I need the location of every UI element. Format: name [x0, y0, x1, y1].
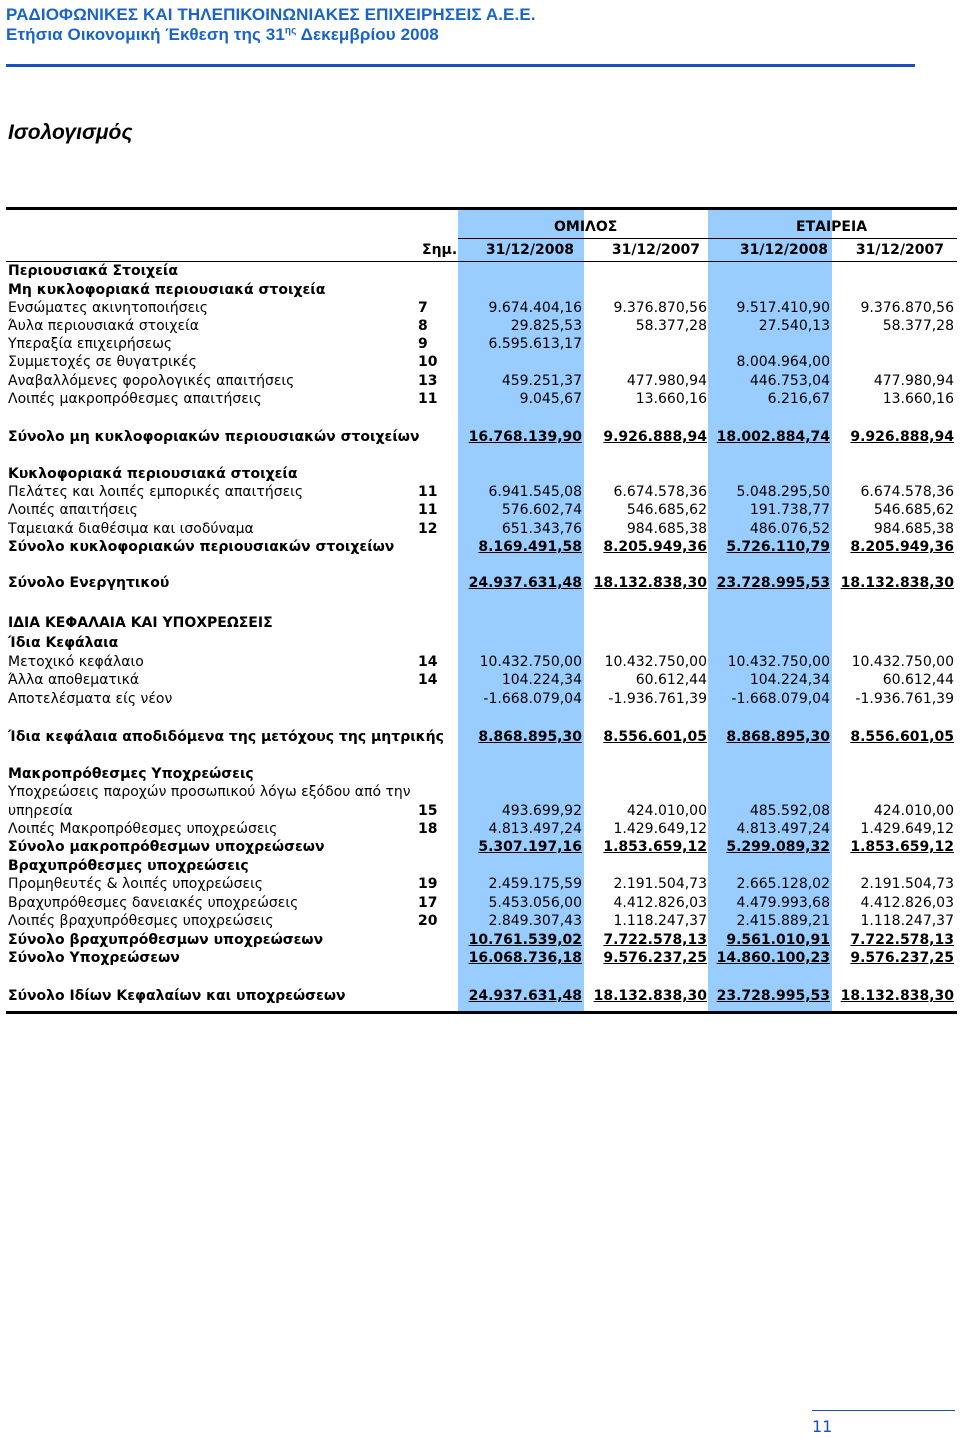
row-value-2: 546.685,62	[626, 502, 707, 518]
row-value-2: 8.556.601,05	[603, 729, 707, 745]
group-header: ΟΜΙΛΟΣ	[554, 219, 618, 235]
table-row	[0, 912, 960, 931]
row-value-1: 576.602,74	[501, 502, 582, 518]
row-label: Περιουσιακά Στοιχεία	[8, 263, 178, 279]
row-value-3: 2.415.889,21	[736, 913, 830, 929]
row-label: Ίδια κεφάλαια αποδιδόμενα της μετόχους της μητρικής	[8, 729, 444, 745]
row-label: Μακροπρόθεσμες Υποχρεώσεις	[8, 766, 254, 782]
row-value-2: 8.205.949,36	[603, 539, 707, 555]
row-value-4: 9.576.237,25	[850, 950, 954, 966]
row-value-2: 1.429.649,12	[613, 821, 707, 837]
table-row	[0, 653, 960, 672]
row-label: Άλλα αποθεματικά	[8, 672, 140, 688]
report-title: Ετήσια Οικονομική Έκθεση της $31^{\eta\varsigma}$ Δεκεμβρίου 2008	[6, 25, 439, 44]
row-value-2: 18.132.838,30	[593, 575, 707, 591]
row-value-3: 486.076,52	[749, 521, 830, 537]
row-value-4: 9.926.888,94	[850, 429, 954, 445]
row-value-2: 6.674.578,36	[613, 484, 707, 500]
row-value-4: 4.412.826,03	[860, 895, 954, 911]
row-value-3: 23.728.995,53	[716, 988, 830, 1004]
row-value-2: 1.118.247,37	[613, 913, 707, 929]
row-value-1: 29.825,53	[510, 318, 582, 334]
table-row	[0, 428, 960, 447]
row-label: Μετοχικό κεφάλαιο	[8, 654, 144, 670]
row-value-1: 8.169.491,58	[478, 539, 582, 555]
date-header-2: 31/12/2007	[611, 242, 700, 258]
table-row	[0, 765, 960, 784]
row-label: ΙΔΙΑ ΚΕΦΑΛΑΙΑ ΚΑΙ ΥΠΟΧΡΕΩΣΕΙΣ	[8, 615, 273, 631]
row-note: 11	[418, 484, 438, 500]
row-value-4: 58.377,28	[882, 318, 954, 334]
row-value-4: 8.556.601,05	[850, 729, 954, 745]
row-value-4: 7.722.578,13	[850, 932, 954, 948]
table-top-rule	[6, 207, 957, 210]
row-label: Λοιπές μακροπρόθεσμες απαιτήσεις	[8, 391, 262, 407]
row-value-4: 18.132.838,30	[840, 575, 954, 591]
row-value-1: 459.251,37	[501, 373, 582, 389]
row-value-4: 1.853.659,12	[850, 839, 954, 855]
row-value-2: 58.377,28	[635, 318, 707, 334]
table-row	[0, 614, 960, 633]
table-row	[0, 728, 960, 747]
row-note: 19	[418, 876, 438, 892]
row-value-4: 9.376.870,56	[860, 300, 954, 316]
table-row	[0, 262, 960, 281]
table-row	[0, 372, 960, 391]
table-bottom-rule	[6, 1011, 957, 1014]
row-value-3: 6.216,67	[767, 391, 830, 407]
date-header-1: 31/12/2008	[485, 242, 574, 258]
row-value-2: 424.010,00	[626, 803, 707, 819]
row-value-2: 13.660,16	[635, 391, 707, 407]
date-header-3: 31/12/2008	[739, 242, 828, 258]
row-value-3: 4.813.497,24	[736, 821, 830, 837]
row-value-3: 5.726.110,79	[726, 539, 830, 555]
row-value-2: 477.980,94	[626, 373, 707, 389]
row-value-3: 104.224,34	[749, 672, 830, 688]
row-value-2: 984.685,38	[626, 521, 707, 537]
table-row	[0, 783, 960, 802]
row-value-3: 10.432.750,00	[727, 654, 830, 670]
row-value-3: 9.517.410,90	[736, 300, 830, 316]
page-number: 11	[812, 1417, 833, 1436]
row-value-3: 2.665.128,02	[736, 876, 830, 892]
row-value-3: 5.299.089,32	[726, 839, 830, 855]
row-value-1: 2.849.307,43	[488, 913, 582, 929]
row-label: Κυκλοφοριακά περιουσιακά στοιχεία	[8, 466, 298, 482]
row-label: Σύνολο Ιδίων Κεφαλαίων και υποχρεώσεων	[8, 988, 346, 1004]
row-value-2: 18.132.838,30	[593, 988, 707, 1004]
table-row	[0, 353, 960, 372]
page-title: Ισολογισμός	[8, 121, 133, 144]
row-label: Αναβαλλόμενες φορολογικές απαιτήσεις	[8, 373, 295, 389]
row-value-4: 6.674.578,36	[860, 484, 954, 500]
row-value-1: 16.768.139,90	[468, 429, 582, 445]
row-value-4: 477.980,94	[873, 373, 954, 389]
row-note: 8	[418, 318, 428, 334]
row-value-1: 6.941.545,08	[488, 484, 582, 500]
row-note: 15	[418, 803, 438, 819]
row-note: 14	[418, 672, 438, 688]
footer-rule	[812, 1410, 955, 1411]
table-row	[0, 317, 960, 336]
table-row	[0, 465, 960, 484]
row-value-1: -1.668.079,04	[483, 691, 582, 707]
row-value-4: 546.685,62	[873, 502, 954, 518]
row-label: Ταμειακά διαθέσιμα και ισοδύναμα	[8, 521, 254, 537]
row-value-2: 1.853.659,12	[603, 839, 707, 855]
table-row	[0, 802, 960, 821]
row-note: 12	[418, 521, 438, 537]
row-note: 13	[418, 373, 438, 389]
row-note: 11	[418, 502, 438, 518]
row-value-1: 2.459.175,59	[488, 876, 582, 892]
row-note: 7	[418, 300, 428, 316]
row-label: Λοιπές Μακροπρόθεσμες υποχρεώσεις	[8, 821, 278, 837]
row-label: υπηρεσία	[8, 803, 73, 819]
table-row	[0, 894, 960, 913]
row-value-2: 7.722.578,13	[603, 932, 707, 948]
table-row	[0, 483, 960, 502]
row-value-2: 60.612,44	[635, 672, 707, 688]
row-label: Υπεραξία επιχειρήσεως	[8, 336, 173, 352]
table-row	[0, 671, 960, 690]
row-value-4: 13.660,16	[882, 391, 954, 407]
table-row	[0, 538, 960, 557]
row-value-3: 27.540,13	[758, 318, 830, 334]
table-row	[0, 820, 960, 839]
row-value-1: 104.224,34	[501, 672, 582, 688]
row-value-1: 10.761.539,02	[468, 932, 582, 948]
row-value-1: 10.432.750,00	[479, 654, 582, 670]
company-header: ΕΤΑΙΡΕΙΑ	[796, 219, 868, 235]
row-label: Λοιπές βραχυπρόθεσμες υποχρεώσεις	[8, 913, 274, 929]
row-label: Σύνολο μη κυκλοφοριακών περιουσιακών στοιχείων	[8, 429, 420, 445]
row-value-4: 60.612,44	[882, 672, 954, 688]
row-label: Άυλα περιουσιακά στοιχεία	[8, 318, 200, 334]
row-value-1: 8.868.895,30	[478, 729, 582, 745]
row-note: 14	[418, 654, 438, 670]
row-value-3: 8.004.964,00	[736, 354, 830, 370]
row-value-3: 446.753,04	[749, 373, 830, 389]
row-note: 11	[418, 391, 438, 407]
row-label: Ίδια Κεφάλαια	[8, 635, 119, 651]
row-label: Λοιπές απαιτήσεις	[8, 502, 138, 518]
row-label: Σύνολο βραχυπρόθεσμων υποχρεώσεων	[8, 932, 324, 948]
row-value-1: 24.937.631,48	[468, 988, 582, 1004]
row-label: Προμηθευτές & λοιπές υποχρεώσεις	[8, 876, 264, 892]
table-head-rule	[458, 238, 957, 239]
row-value-2: 9.926.888,94	[603, 429, 707, 445]
row-value-3: 5.048.295,50	[736, 484, 830, 500]
row-label: Βραχυπρόθεσμες υποχρεώσεις	[8, 858, 249, 874]
row-value-2: 9.576.237,25	[603, 950, 707, 966]
row-value-4: 8.205.949,36	[850, 539, 954, 555]
row-value-1: 9.045,67	[519, 391, 582, 407]
row-value-2: 4.412.826,03	[613, 895, 707, 911]
row-label: Αποτελέσματα είς νέον	[8, 691, 173, 707]
row-label: Σύνολο Ενεργητικού	[8, 575, 170, 591]
row-value-3: -1.668.079,04	[731, 691, 830, 707]
table-row	[0, 390, 960, 409]
row-value-3: 485.592,08	[749, 803, 830, 819]
company-name: ΡΑΔΙΟΦΩΝΙΚΕΣ ΚΑΙ ΤΗΛΕΠΙΚΟΙΝΩΝΙΑΚΕΣ ΕΠΙΧΕΙΡΗΣΕΙΣ Α.Ε.Ε.	[6, 5, 536, 24]
header-rule	[6, 64, 915, 67]
row-note: 10	[418, 354, 438, 370]
row-value-2: 10.432.750,00	[604, 654, 707, 670]
row-label: Σύνολο μακροπρόθεσμων υποχρεώσεων	[8, 839, 325, 855]
table-row	[0, 520, 960, 539]
row-value-1: 4.813.497,24	[488, 821, 582, 837]
row-note: 17	[418, 895, 438, 911]
table-row	[0, 281, 960, 300]
row-value-4: 18.132.838,30	[840, 988, 954, 1004]
row-value-1: 651.343,76	[501, 521, 582, 537]
row-note: 20	[418, 913, 438, 929]
row-value-3: 14.860.100,23	[716, 950, 830, 966]
row-value-2: 9.376.870,56	[613, 300, 707, 316]
table-row	[0, 875, 960, 894]
row-value-3: 18.002.884,74	[716, 429, 830, 445]
row-value-2: -1.936.761,39	[608, 691, 707, 707]
row-value-3: 9.561.010,91	[726, 932, 830, 948]
row-label: Σύνολο κυκλοφοριακών περιουσιακών στοιχείων	[8, 539, 395, 555]
table-row	[0, 857, 960, 876]
row-label: Πελάτες και λοιπές εμπορικές απαιτήσεις	[8, 484, 304, 500]
row-value-1: 9.674.404,16	[488, 300, 582, 316]
row-label: Βραχυπρόθεσμες δανειακές υποχρεώσεις	[8, 895, 299, 911]
row-value-1: 24.937.631,48	[468, 575, 582, 591]
row-value-1: 16.068.736,18	[468, 950, 582, 966]
table-row	[0, 501, 960, 520]
note-header: Σημ.	[422, 242, 458, 258]
row-value-4: 10.432.750,00	[851, 654, 954, 670]
row-label: Σύνολο Υποχρεώσεων	[8, 950, 180, 966]
table-row	[0, 931, 960, 950]
row-value-3: 191.738,77	[749, 502, 830, 518]
table-row	[0, 987, 960, 1006]
table-row	[0, 634, 960, 653]
row-value-2: 2.191.504,73	[613, 876, 707, 892]
row-label: Μη κυκλοφοριακά περιουσιακά στοιχεία	[8, 282, 326, 298]
row-value-1: 493.699,92	[501, 803, 582, 819]
row-value-1: 6.595.613,17	[488, 336, 582, 352]
date-header-4: 31/12/2007	[855, 242, 944, 258]
table-row	[0, 574, 960, 593]
table-row	[0, 299, 960, 318]
row-value-3: 8.868.895,30	[726, 729, 830, 745]
row-value-3: 23.728.995,53	[716, 575, 830, 591]
row-value-4: 424.010,00	[873, 803, 954, 819]
row-label: Ενσώματες ακινητοποιήσεις	[8, 300, 208, 316]
row-value-4: 1.118.247,37	[860, 913, 954, 929]
row-value-3: 4.479.993,68	[736, 895, 830, 911]
row-value-4: 1.429.649,12	[860, 821, 954, 837]
row-value-1: 5.307.197,16	[478, 839, 582, 855]
row-note: 18	[418, 821, 438, 837]
row-label: Υποχρεώσεις παροχών προσωπικού λόγω εξόδου από την	[8, 784, 411, 800]
row-note: 9	[418, 336, 428, 352]
row-label: Συμμετοχές σε θυγατρικές	[8, 354, 197, 370]
row-value-4: 2.191.504,73	[860, 876, 954, 892]
table-row	[0, 690, 960, 709]
table-row	[0, 838, 960, 857]
table-row	[0, 949, 960, 968]
table-row	[0, 335, 960, 354]
row-value-4: -1.936.761,39	[855, 691, 954, 707]
row-value-1: 5.453.056,00	[488, 895, 582, 911]
row-value-4: 984.685,38	[873, 521, 954, 537]
